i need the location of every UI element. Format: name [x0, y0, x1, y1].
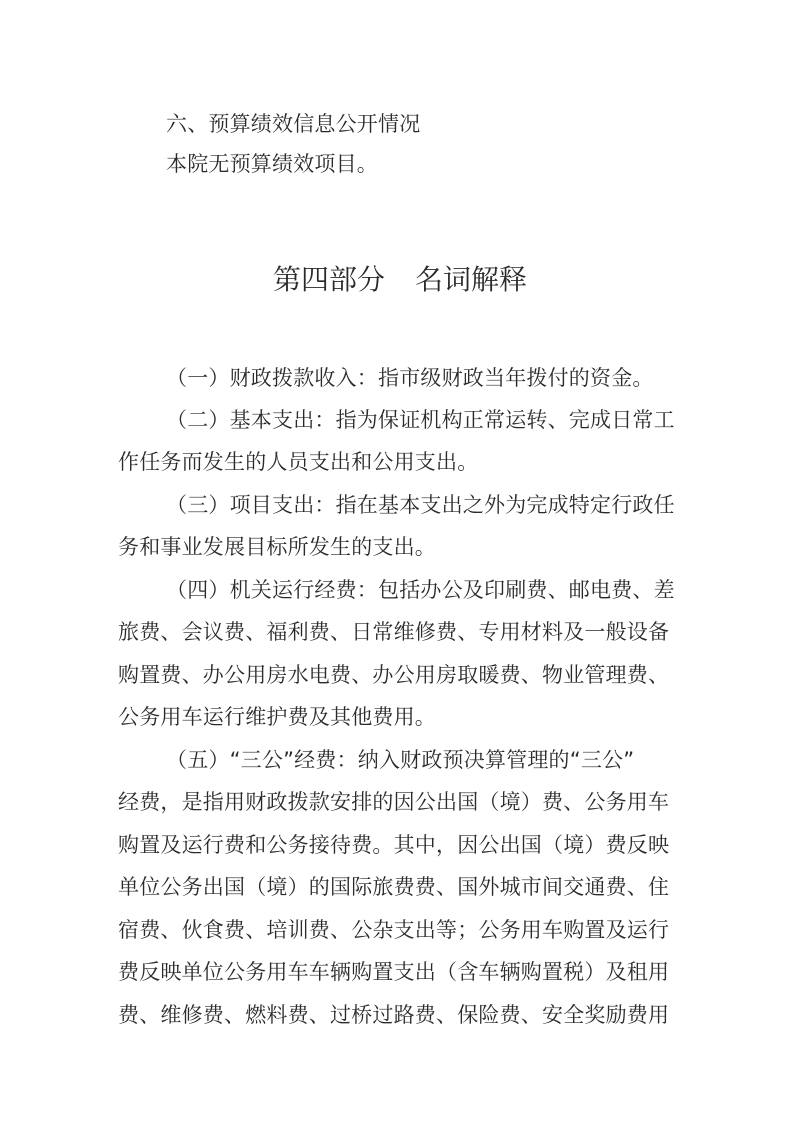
definition-line: （五）“三公”经费：纳入财政预决算管理的“三公”	[166, 748, 635, 772]
definition-line: 作任务而发生的人员支出和公用支出。	[118, 450, 479, 474]
definition-line: （三）项目支出：指在基本支出之外为完成特定行政任	[166, 493, 675, 517]
definition-line: 宿费、伙食费、培训费、公杂支出等；公务用车购置及运行	[118, 918, 670, 942]
section6-body: 本院无预算绩效项目。	[166, 152, 378, 176]
definition-line: （二）基本支出：指为保证机构正常运转、完成日常工	[166, 408, 675, 432]
section6-heading: 六、预算绩效信息公开情况	[166, 112, 421, 136]
title-part: 第四部分	[272, 263, 385, 296]
definition-line: （一）财政拨款收入：指市级财政当年拨付的资金。	[166, 366, 654, 390]
definition-line: 购置及运行费和公务接待费。其中，因公出国（境）费反映	[118, 833, 670, 857]
definition-line: 经费，是指用财政拨款安排的因公出国（境）费、公务用车	[118, 790, 670, 814]
definition-line: 务和事业发展目标所发生的支出。	[118, 535, 436, 559]
definition-line: （四）机关运行经费：包括办公及印刷费、邮电费、差	[166, 578, 675, 602]
definition-line: 购置费、办公用房水电费、办公用房取暖费、物业管理费、	[118, 663, 670, 687]
definition-line: 公务用车运行维护费及其他费用。	[118, 705, 436, 729]
definition-line: 费、维修费、燃料费、过桥过路费、保险费、安全奖励费用	[118, 1003, 670, 1027]
page-title	[0, 262, 800, 298]
definition-line: 旅费、会议费、福利费、日常维修费、专用材料及一般设备	[118, 620, 670, 644]
definition-line: 单位公务出国（境）的国际旅费费、国外城市间交通费、住	[118, 875, 670, 899]
title-topic: 名词解释	[415, 263, 528, 296]
definition-line: 费反映单位公务用车车辆购置支出（含车辆购置税）及租用	[118, 960, 670, 984]
